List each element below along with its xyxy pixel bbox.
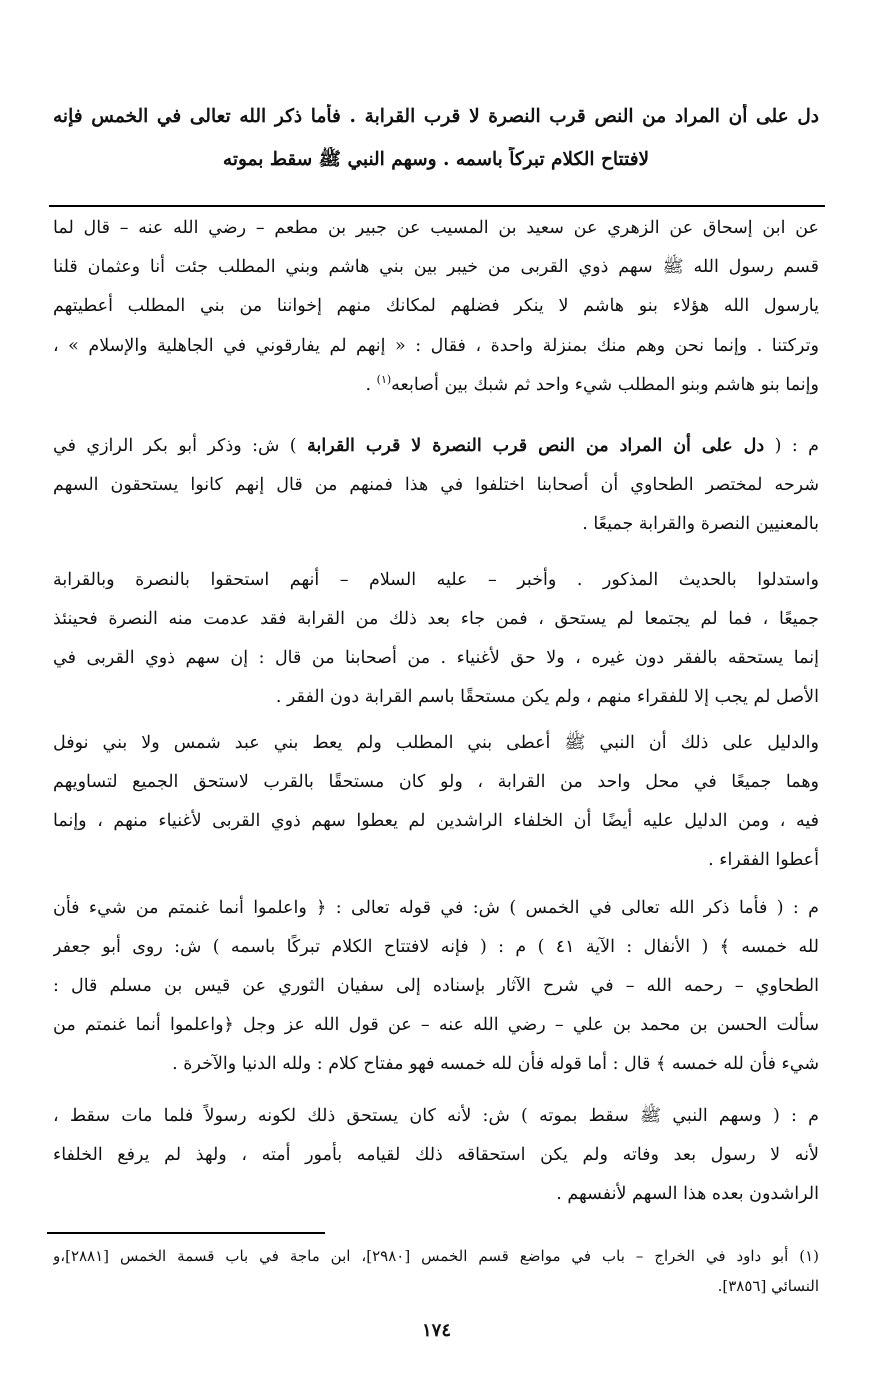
para2-commentary: ) ش: وذكر أبو بكر الرازي في <box>53 436 297 456</box>
para5-line: الطحاوي – رحمه الله – في شرح الآثار بإسناده إلى سفيان الثوري عن قيس بن مسلم قال : <box>53 976 819 996</box>
para4-line: والدليل على ذلك أن النبي ﷺ أعطى بني المطلب ولم يعط بني عبد شمس ولا بني نوفل <box>53 733 819 753</box>
header-divider <box>49 205 825 207</box>
para4-line: أعطوا الفقراء . <box>708 850 819 870</box>
para3-line: واستدلوا بالحديث المذكور . وأخبر – عليه السلام – أنهم استحقوا بالنصرة وبالقرابة <box>53 570 819 590</box>
para3-line: جميعًا ، فما لم يجتمعا لم يستحق ، فمن جاء بعد ذلك من القرابة فقد عدمت منه النصرة فحينئذ <box>53 609 819 629</box>
para1-line: قسم رسول الله ﷺ سهم ذوي القربى من خيبر بين بني هاشم وبني المطلب جئت أنا وعثمان قلنا <box>53 257 819 277</box>
para1-text: وإنما بنو هاشم وبنو المطلب شيء واحد ثم شبك بين أصابعه <box>391 375 819 395</box>
para2-line <box>53 433 819 459</box>
para5-line: م : ( فأما ذكر الله تعالى في الخمس ) ش: في قوله تعالى : ﴿ واعلموا أنما غنمتم من شيء فأن <box>53 898 819 918</box>
footnote-line: النسائي [٣٨٥٦]. <box>717 1277 819 1295</box>
para3-line: الأصل لم يجب إلا للفقراء منهم ، ولم يكن مستحقًا باسم القرابة دون الفقر . <box>275 687 819 707</box>
footnote-divider <box>47 1232 325 1234</box>
para1-line: وتركتنا . وإنما نحن وهم منك بمنزلة واحدة ، فقال : « إنهم لم يفارقوني في الجاهلية والإسلام » ، <box>53 336 819 356</box>
para2-matn: دل على أن المراد من النص قرب النصرة لا قرب القرابة <box>307 436 765 456</box>
para1-line-last: وإنما بنو هاشم وبنو المطلب شيء واحد ثم شبك بين أصابعه$^{(١)}$ . <box>365 373 819 395</box>
para5-line: لله خمسه ﴾ ( الأنفال : الآية ٤١ ) م : ( فإنه لافتتاح الكلام تبركًا باسمه ) ش: روى أبو جعفر <box>53 937 819 957</box>
para2-prefix: م : ( <box>774 436 819 456</box>
header-line-1: دل على أن المراد من النص قرب النصرة لا قرب القرابة . فأما ذكر الله تعالى في الخمس فإنه <box>53 106 819 127</box>
footnote-reference: (١) <box>376 373 392 387</box>
para4-line: وهما جميعًا في محل واحد من القرابة ، ولو كان مستحقًا بالقرب لاستحق الجميع لتساويهم <box>53 772 819 792</box>
para5-line: شيء فأن لله خمسه ﴾ قال : أما قوله فأن لله خمسه فهو مفتاح كلام : ولله الدنيا والآخرة . <box>172 1054 819 1074</box>
para1-line: يارسول الله هؤلاء بنو هاشم لا ينكر فضلهم لمكانك منهم إخواننا من بني المطلب أعطيتهم <box>53 296 819 316</box>
page-number: ١٧٤ <box>421 1320 451 1341</box>
para6-line: لأنه لا رسول بعد وفاته ولم يكن استحقاقه ذلك لقيامه بأمور أمته ، ولهذ لم يرفع الخلفاء <box>53 1145 819 1165</box>
para5-line: سألت الحسن بن محمد بن علي – رضي الله عنه – عن قول الله عز وجل ﴿واعلموا أنما غنمتم من <box>53 1015 819 1035</box>
para6-line: م : ( وسهم النبي ﷺ سقط بموته ) ش: لأنه كان يستحق ذلك لكونه رسولاً فلما مات سقط ، <box>53 1106 819 1126</box>
para1-line: عن ابن إسحاق عن الزهري عن سعيد بن المسيب عن جبير بن مطعم – رضي الله عنه – قال لما <box>53 218 819 238</box>
footnote-line: (١) أبو داود في الخراج – باب في مواضع قسم الخمس [٢٩٨٠]، ابن ماجة في باب قسمة الخمس [٢٨٨١]،و <box>53 1247 819 1265</box>
header-line-2: لافتتاح الكلام تبركاً باسمه . وسهم النبي ﷺ سقط بموته <box>222 149 650 170</box>
para2-line: شرحه لمختصر الطحاوي أن أصحابنا اختلفوا في هذا فمنهم من قال إنهم كانوا يستحقون السهم <box>53 475 819 495</box>
para2-line: بالمعنيين النصرة والقرابة جميعًا . <box>582 514 819 534</box>
para4-line: فيه ، ومن الدليل عليه أيضًا أن الخلفاء الراشدين لم يعطوا سهم ذوي القربى لأغنياء منهم ، وإنما <box>53 811 819 831</box>
para3-line: إنما يستحقه بالفقر دون غيره ، ولا حق لأغنياء . من أصحابنا من قال : إن سهم ذوي القربى في <box>53 648 819 668</box>
para6-line: الراشدون بعده هذا السهم لأنفسهم . <box>556 1184 819 1204</box>
